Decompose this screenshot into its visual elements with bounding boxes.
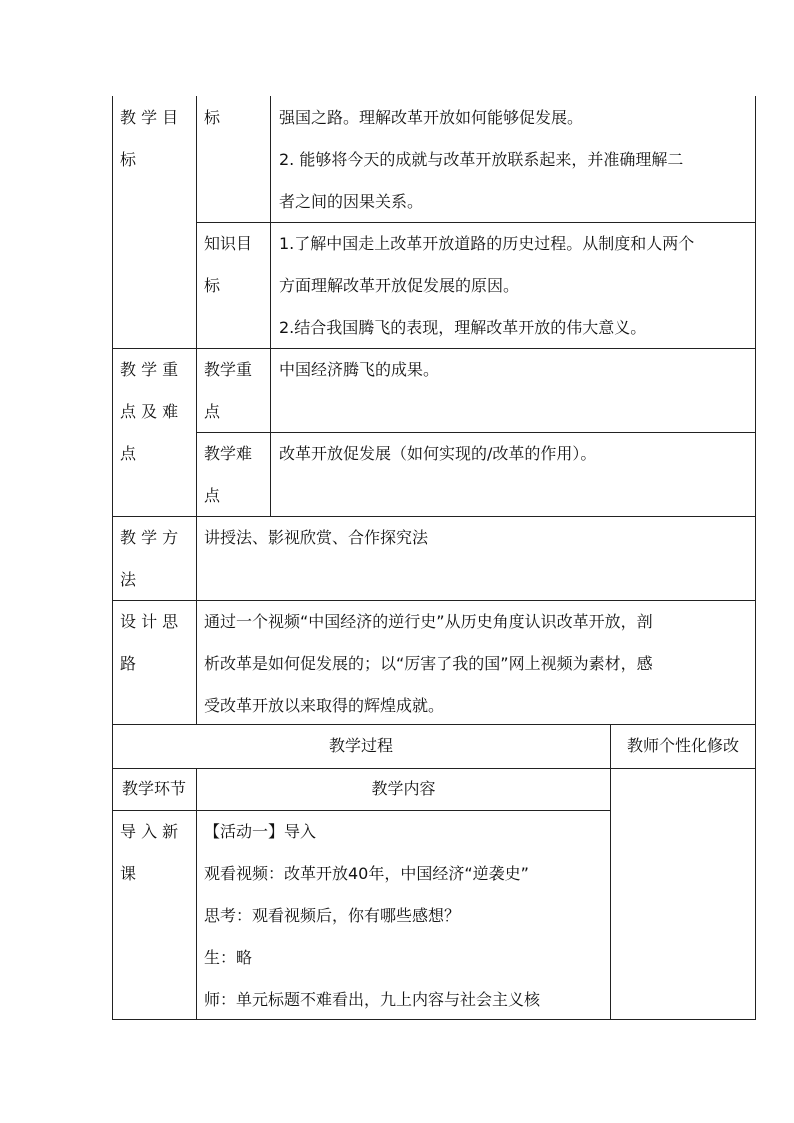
- table-border-right: [755, 96, 756, 1020]
- teacher-mod-header: 教师个性化修改: [626, 736, 739, 755]
- intro-text-line: 观看视频：改革开放40年，中国经济“逆袭史”: [204, 864, 529, 883]
- table-border-bottom: [112, 1019, 756, 1020]
- row-divider: [112, 348, 756, 349]
- intro-text-line: 【活动一】导入: [204, 822, 317, 841]
- design-text-line: 受改革开放以来取得的辉煌成就。: [204, 696, 445, 715]
- keypoints-label-line: 点: [120, 444, 137, 463]
- method-text: 讲授法、影视欣赏、合作探究法: [204, 528, 429, 547]
- design-text-line: 通过一个视频“中国经济的逆行史”从历史角度认识改革开放，剖: [204, 612, 653, 631]
- key-label-line: 教学重: [204, 360, 253, 379]
- key-text: 中国经济腾飞的成果。: [279, 360, 440, 379]
- goals-label-line: 标: [120, 150, 137, 169]
- intro-label-line: 课: [120, 864, 137, 883]
- row-divider: [112, 600, 756, 601]
- process-header: 教学过程: [328, 736, 393, 755]
- design-label-line: 路: [120, 654, 137, 673]
- keypoints-label-line: 教 学 重: [120, 360, 179, 379]
- design-label-line: 设 计 思: [120, 612, 179, 631]
- ability-text-line: 2. 能够将今天的成就与改革开放联系起来，并准确理解二: [279, 150, 684, 169]
- intro-text-line: 师：单元标题不难看出，九上内容与社会主义核: [204, 990, 541, 1009]
- ability-text-line: 强国之路。理解改革开放如何能够促发展。: [279, 108, 584, 127]
- content-header: 教学内容: [371, 779, 436, 798]
- difficult-text: 改革开放促发展（如何实现的/改革的作用）。: [279, 444, 597, 463]
- keypoints-label-line: 点 及 难: [120, 402, 179, 421]
- knowledge-label-line: 知识目: [204, 234, 253, 253]
- intro-label-line: 导 入 新: [120, 822, 179, 841]
- knowledge-text-line: 方面理解改革开放促发展的原因。: [279, 276, 520, 295]
- row-divider: [112, 768, 756, 769]
- design-text-line: 析改革是如何促发展的；以“厉害了我的国”网上视频为素材，感: [204, 654, 653, 673]
- row-divider: [112, 516, 756, 517]
- difficult-label-line: 教学难: [204, 444, 253, 463]
- knowledge-text-line: 2.结合我国腾飞的表现，理解改革开放的伟大意义。: [279, 318, 647, 337]
- knowledge-text-line: 1.了解中国走上改革开放道路的历史过程。从制度和人两个: [279, 234, 695, 253]
- knowledge-label-line: 标: [204, 276, 221, 295]
- stage-header: 教学环节: [121, 779, 186, 798]
- intro-text-line: 生：略: [204, 948, 253, 967]
- key-label-line: 点: [204, 402, 221, 421]
- col-divider-1: [196, 516, 197, 724]
- ability-text-line: 者之间的因果关系。: [279, 192, 424, 211]
- row-divider: [196, 432, 756, 433]
- method-label-line: 法: [120, 570, 137, 589]
- method-label-line: 教 学 方: [120, 528, 179, 547]
- difficult-label-line: 点: [204, 486, 221, 505]
- row-divider: [112, 810, 611, 811]
- goals-label-line: 教 学 目: [120, 108, 179, 127]
- ability-label-tail: 标: [204, 108, 221, 127]
- row-divider: [112, 724, 756, 725]
- intro-text-line: 思考：观看视频后，你有哪些感想？: [204, 906, 461, 925]
- row-divider: [196, 222, 756, 223]
- col-divider-1: [196, 768, 197, 1020]
- table-border-left: [112, 96, 113, 1020]
